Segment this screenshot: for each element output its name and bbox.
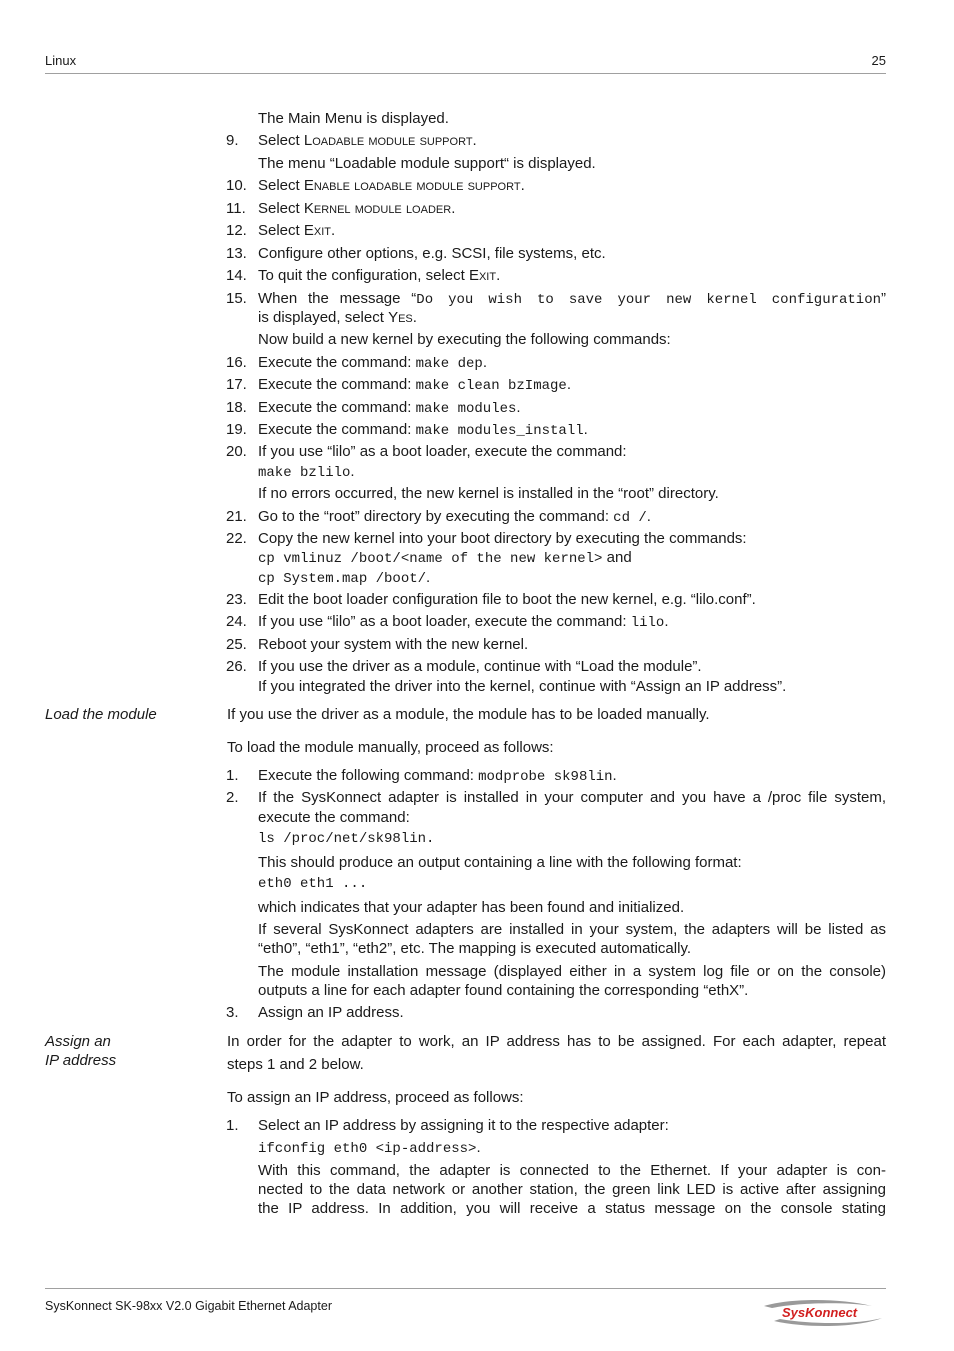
step-number: 1. [226, 1117, 239, 1134]
step-number: 25. [226, 636, 247, 653]
step-number: 20. [226, 443, 247, 460]
step-number: 24. [226, 613, 247, 630]
margin-heading-load-module: Load the module [45, 706, 157, 723]
step-number: 3. [226, 1004, 239, 1021]
step-number: 9. [226, 132, 239, 149]
assign-step-1-para-1: With this command, the adapter is connected to the Ethernet. If your adapter is con- [258, 1162, 886, 1179]
step-number: 11. [226, 200, 246, 217]
step-9-note: The menu “Loadable module support“ is displayed. [258, 155, 596, 172]
load-step-2-output: eth0 eth1 ... [258, 876, 368, 892]
step-number: 13. [226, 245, 247, 262]
load-step-2-continued: execute the command: [258, 809, 410, 826]
step-24: If you use “lilo” as a boot loader, execute the command: lilo. [258, 613, 669, 631]
assign-intro-continued: steps 1 and 2 below. [227, 1056, 364, 1073]
step-10: Select Enable loadable module support. [258, 177, 525, 194]
step-16: Execute the command: make dep. [258, 354, 487, 372]
step-number: 10. [226, 177, 247, 194]
step-number: 14. [226, 267, 247, 284]
step-20-note: If no errors occurred, the new kernel is installed in the “root” directory. [258, 485, 719, 502]
step-number: 18. [226, 399, 247, 416]
load-step-2-found: which indicates that your adapter has been found and initialized. [258, 899, 685, 916]
step-26: If you use the driver as a module, continue with “Load the module”. [258, 658, 702, 675]
step-20: If you use “lilo” as a boot loader, execute the command: [258, 443, 627, 460]
step-11: Select Kernel module loader. [258, 200, 456, 217]
main-menu-note: The Main Menu is displayed. [258, 110, 449, 127]
step-15-note: Now build a new kernel by executing the following commands: [258, 331, 671, 348]
load-step-1: Execute the following command: modprobe sk98lin. [258, 767, 617, 785]
running-header-section: Linux [45, 53, 77, 68]
syskonnect-logo [760, 1296, 886, 1330]
assign-step-1-para-3: the IP address. In addition, you will receive a status message on the console stating [258, 1200, 886, 1217]
step-9: Select Loadable module support. [258, 132, 477, 149]
step-number: 21. [226, 508, 247, 525]
step-22: Copy the new kernel into your boot directory by executing the commands: [258, 530, 747, 547]
footer-product-name: SysKonnect SK-98xx V2.0 Gigabit Ethernet Adapter [45, 1299, 332, 1313]
page-number: 25 [871, 53, 886, 68]
step-19: Execute the command: make modules_install. [258, 421, 588, 439]
step-number: 12. [226, 222, 247, 239]
assign-proceed: To assign an IP address, proceed as follows: [227, 1089, 524, 1106]
assign-step-1-para-2: nected to the data network or another station, the green link LED is active after assigning [258, 1181, 886, 1198]
assign-step-1-command: ifconfig eth0 <ip-address>. [258, 1139, 481, 1157]
load-step-2-several-continued: “eth0”, “eth1”, “eth2”, etc. The mapping is executed automatically. [258, 940, 691, 957]
load-step-3: Assign an IP address. [258, 1004, 404, 1021]
step-number: 26. [226, 658, 247, 675]
step-number: 2. [226, 789, 239, 806]
step-21: Go to the “root” directory by executing the command: cd /. [258, 508, 651, 526]
load-step-2-output-note: This should produce an output containing a line with the following format: [258, 854, 742, 871]
step-26-continued: If you integrated the driver into the kernel, continue with “Assign an IP address”. [258, 678, 787, 695]
assign-step-1: Select an IP address by assigning it to the respective adapter: [258, 1117, 669, 1134]
svg-text:SysKonnect: SysKonnect [782, 1305, 858, 1320]
step-number: 1. [226, 767, 239, 784]
load-proceed: To load the module manually, proceed as follows: [227, 739, 554, 756]
load-step-2-message-continued: outputs a line for each adapter found containing the corresponding “ethX”. [258, 982, 749, 999]
load-step-2: If the SysKonnect adapter is installed in your computer and you have a /proc file system, [258, 789, 886, 806]
step-14: To quit the configuration, select Exit. [258, 267, 501, 284]
step-13: Configure other options, e.g. SCSI, file systems, etc. [258, 245, 606, 262]
step-22-command-1: cp vmlinuz /boot/<name of the new kernel> and [258, 549, 632, 567]
step-15: When the message “Do you wish to save your new kernel configuration” [258, 290, 886, 308]
step-18: Execute the command: make modules. [258, 399, 521, 417]
step-20-command: make bzlilo. [258, 463, 355, 481]
header-rule [45, 73, 886, 74]
margin-heading-assign-ip-continued: IP address [45, 1052, 117, 1069]
step-15-continued: is displayed, select Yes. [258, 309, 417, 326]
step-17: Execute the command: make clean bzImage. [258, 376, 571, 394]
margin-heading-assign-ip: Assign an [45, 1033, 111, 1050]
load-intro: If you use the driver as a module, the module has to be loaded manually. [227, 706, 710, 723]
step-number: 15. [226, 290, 247, 307]
assign-intro: In order for the adapter to work, an IP address has to be assigned. For each adapter, repeat [227, 1033, 886, 1050]
step-number: 19. [226, 421, 247, 438]
load-step-2-several: If several SysKonnect adapters are installed in your system, the adapters will be listed as [258, 921, 886, 938]
step-22-command-2: cp System.map /boot/. [258, 569, 431, 587]
step-12: Select Exit. [258, 222, 336, 239]
step-number: 17. [226, 376, 247, 393]
footer-rule [45, 1288, 886, 1289]
step-number: 23. [226, 591, 247, 608]
step-23: Edit the boot loader configuration file to boot the new kernel, e.g. “lilo.conf”. [258, 591, 756, 608]
load-step-2-message: The module installation message (displayed either in a system log file or on the console) [258, 963, 886, 980]
step-25: Reboot your system with the new kernel. [258, 636, 529, 653]
step-number: 22. [226, 530, 247, 547]
load-step-2-command: ls /proc/net/sk98lin. [258, 831, 435, 847]
step-number: 16. [226, 354, 247, 371]
